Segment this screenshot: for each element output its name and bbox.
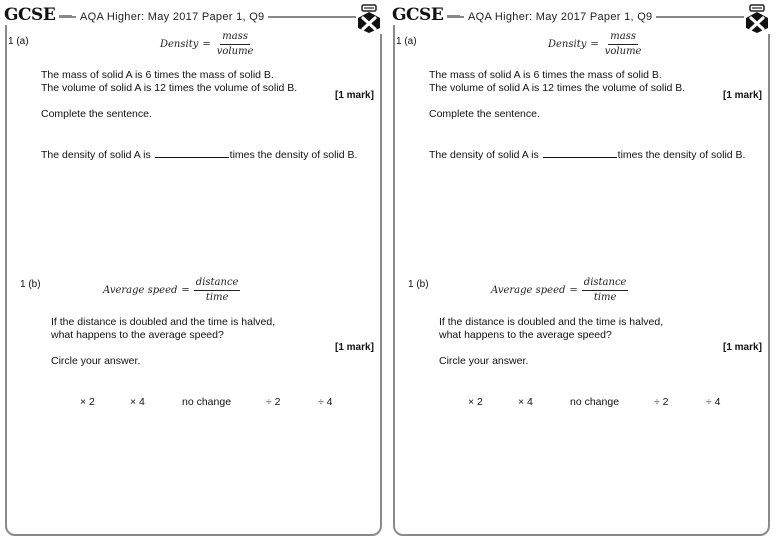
density-formula <box>548 31 643 58</box>
sentence-end: times the density of solid B. <box>617 149 746 161</box>
option-no-change[interactable]: no change <box>570 396 620 408</box>
formula-denominator: volume <box>216 46 254 57</box>
formula-fraction <box>194 277 241 304</box>
formula-numerator: distance <box>194 277 241 291</box>
sentence-end: times the density of solid B. <box>229 149 358 161</box>
formula-fraction <box>215 31 256 58</box>
option-times-2[interactable]: × 2 <box>80 396 95 408</box>
sentence-start: The density of solid A is <box>41 149 151 161</box>
answer-options <box>76 396 346 410</box>
formula-equals: = <box>181 285 190 296</box>
formula-equals: = <box>569 285 578 296</box>
marks-label: [1 mark] <box>723 90 762 101</box>
worksheet-header <box>390 2 776 28</box>
question-text-line: what happens to the average speed? <box>51 329 224 341</box>
instruction-text: Complete the sentence. <box>41 108 152 120</box>
formula-lhs: Density <box>548 39 587 50</box>
formula-equals: = <box>590 39 599 50</box>
formula-numerator: mass <box>220 31 250 45</box>
answer-options <box>464 396 734 410</box>
formula-denominator: time <box>593 292 617 303</box>
speed-formula <box>103 277 240 304</box>
formula-equals: = <box>202 39 211 50</box>
formula-denominator: volume <box>604 46 642 57</box>
question-number: 1 (b) <box>408 279 429 290</box>
formula-fraction <box>603 31 644 58</box>
question-text-line: The mass of solid A is 6 times the mass of solid B. <box>429 69 662 81</box>
answer-sentence <box>429 148 745 162</box>
paper-title: AQA Higher: May 2017 Paper 1, Q9 <box>76 10 268 24</box>
dice-x-icon <box>356 4 384 34</box>
marks-label: [1 mark] <box>335 342 374 353</box>
question-number: 1 (b) <box>20 279 41 290</box>
formula-lhs: Average speed <box>491 285 566 296</box>
formula-numerator: mass <box>608 31 638 45</box>
answer-blank[interactable] <box>543 148 617 158</box>
question-text-line: The volume of solid A is 12 times the volume of solid B. <box>429 82 686 94</box>
marks-label: [1 mark] <box>723 342 762 353</box>
brand-title: GCSE <box>390 5 447 25</box>
instruction-text: Circle your answer. <box>51 355 141 367</box>
question-text-line: what happens to the average speed? <box>439 329 612 341</box>
formula-numerator: distance <box>582 277 629 291</box>
option-divide-4[interactable]: ÷ 4 <box>318 396 333 408</box>
marks-label: [1 mark] <box>335 90 374 101</box>
question-text-line: The volume of solid A is 12 times the volume of solid B. <box>41 82 298 94</box>
option-divide-2[interactable]: ÷ 2 <box>654 396 669 408</box>
question-number: 1 (a) <box>8 36 29 47</box>
worksheet-left <box>2 0 388 540</box>
formula-lhs: Average speed <box>103 285 178 296</box>
instruction-text: Complete the sentence. <box>429 108 540 120</box>
question-text-line: If the distance is doubled and the time is halved, <box>439 316 664 328</box>
option-divide-4[interactable]: ÷ 4 <box>706 396 721 408</box>
sentence-start: The density of solid A is <box>429 149 539 161</box>
density-formula <box>160 31 255 58</box>
question-text-line: The mass of solid A is 6 times the mass of solid B. <box>41 69 274 81</box>
option-times-4[interactable]: × 4 <box>130 396 145 408</box>
option-divide-2[interactable]: ÷ 2 <box>266 396 281 408</box>
worksheet-right <box>390 0 776 540</box>
answer-blank[interactable] <box>155 148 229 158</box>
question-text-line: If the distance is doubled and the time is halved, <box>51 316 276 328</box>
option-times-2[interactable]: × 2 <box>468 396 483 408</box>
speed-formula <box>491 277 628 304</box>
dice-x-icon <box>744 4 772 34</box>
formula-lhs: Density <box>160 39 199 50</box>
option-times-4[interactable]: × 4 <box>518 396 533 408</box>
instruction-text: Circle your answer. <box>439 355 529 367</box>
question-number: 1 (a) <box>396 36 417 47</box>
option-no-change[interactable]: no change <box>182 396 232 408</box>
formula-fraction <box>582 277 629 304</box>
answer-sentence <box>41 148 357 162</box>
brand-title: GCSE <box>2 5 59 25</box>
formula-denominator: time <box>205 292 229 303</box>
paper-title: AQA Higher: May 2017 Paper 1, Q9 <box>464 10 656 24</box>
worksheet-header <box>2 2 388 28</box>
